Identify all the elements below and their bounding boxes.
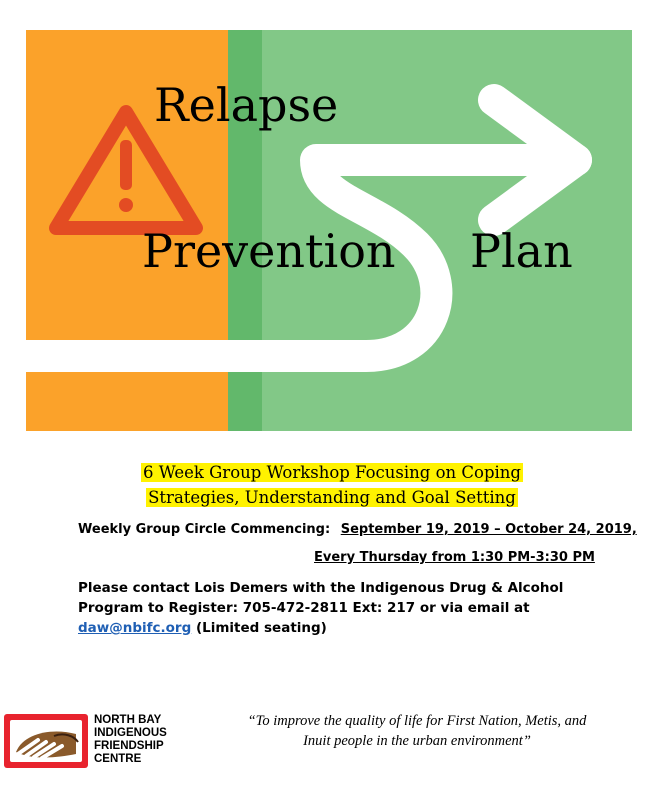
commencing-line	[78, 522, 637, 537]
title-plan: Plan	[470, 224, 573, 278]
org-line4: CENTRE	[94, 753, 142, 765]
email-link[interactable]: daw@nbifc.org	[78, 620, 192, 636]
hands-logo-icon	[4, 714, 88, 768]
workshop-subtitle-line1	[0, 461, 664, 485]
commencing-label: Weekly Group Circle Commencing:	[78, 522, 331, 537]
subtitle-highlight-2: Strategies, Understanding and Goal Setting	[148, 488, 516, 507]
title-relapse: Relapse	[154, 78, 339, 132]
quote-line2: Inuit people in the urban environment”	[303, 733, 531, 749]
org-line1: NORTH BAY	[94, 714, 162, 726]
contact-text: Please contact Lois Demers with the Indigenous Drug & Alcohol Program to Register: 705-472-2811 Ext: 217 or via email at	[78, 580, 564, 616]
org-line2: INDIGENOUS	[94, 727, 167, 739]
org-name	[94, 714, 167, 766]
subtitle-highlight-1: 6 Week Group Workshop Focusing on Coping	[143, 463, 521, 482]
title-prevention: Prevention	[142, 224, 396, 278]
workshop-subtitle-line2	[0, 486, 664, 510]
org-line3: FRIENDSHIP	[94, 740, 164, 752]
quote-line1: “To improve the quality of life for First Nation, Metis, and	[247, 713, 587, 729]
nbifc-logo	[4, 714, 88, 768]
contact-suffix: (Limited seating)	[195, 620, 327, 636]
mission-quote	[222, 711, 612, 751]
dates-text: September 19, 2019 – October 24, 2019,	[340, 522, 637, 537]
banner-graphic	[26, 30, 632, 431]
contact-paragraph	[78, 578, 598, 638]
schedule-text: Every Thursday from 1:30 PM-3:30 PM	[314, 550, 595, 565]
